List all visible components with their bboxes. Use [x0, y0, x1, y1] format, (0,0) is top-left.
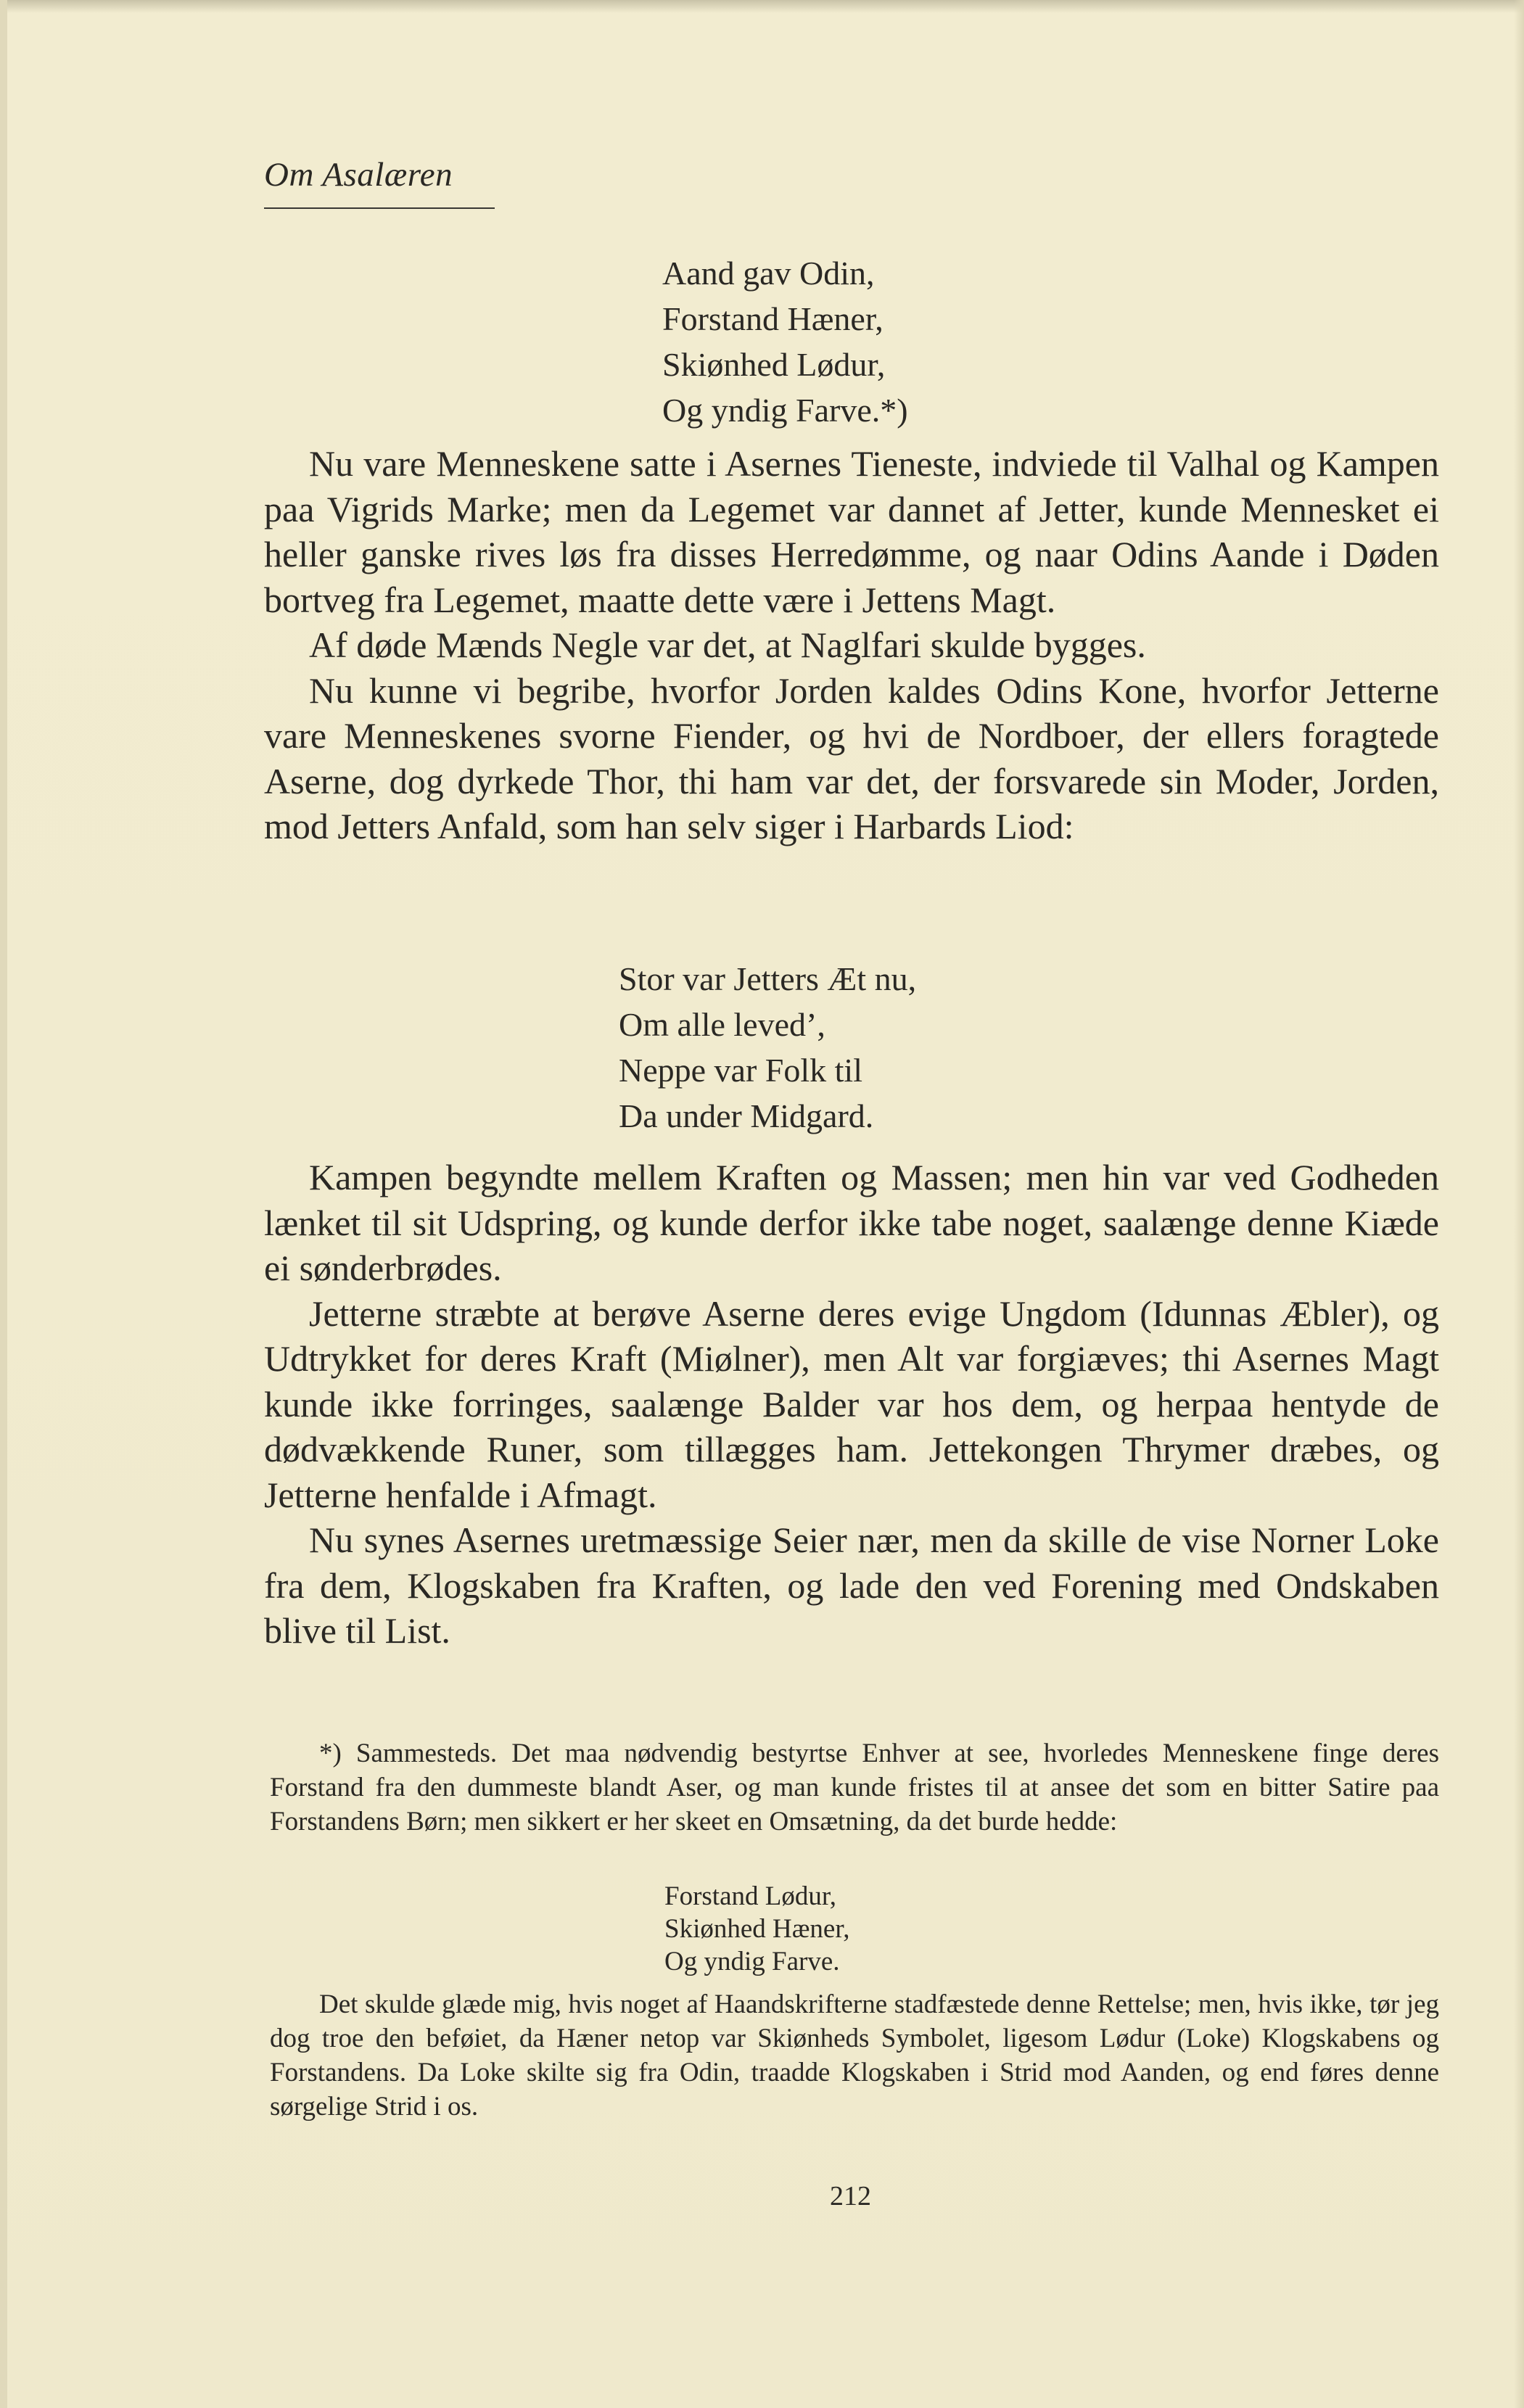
verse-line: Stor var Jetters Æt nu, — [619, 960, 917, 997]
running-head-rule — [264, 207, 495, 209]
paragraph: Nu kunne vi begribe, hvorfor Jorden kaldes Odins Kone, hvorfor Jetterne vare Menneskenes svorne Fiender, og hvi de Nordboer, der ellers foragtede Aserne, dog dyrkede Thor, thi ham var det, der forsvarede sin Moder, Jorden, mod Jetters Anfald, som han selv siger i Harbards Liod: — [264, 669, 1439, 846]
verse-line: Og yndig Farve.*) — [662, 392, 908, 429]
paragraph: Kampen begyndte mellem Kraften og Massen; men hin var ved Godheden lænket til sit Udspring, og kunde derfor ikke tabe noget, saalænge denne Kiæde ei sønderbrødes. — [264, 1157, 1439, 1288]
verse-line: Aand gav Odin, — [662, 255, 875, 292]
verse-line: Neppe var Folk til — [619, 1052, 862, 1089]
footnote-text: *) Sammesteds. Det maa nødvendig bestyrtse Enhver at see, hvorledes Menneskene finge deres Forstand fra den dummeste blandt Aser, og man kunde fristes til at ansee det som en bitter Satire paa Forstandens Børn; men sikkert er her skeet en Omsætning, da det burde hedde: — [270, 1739, 1439, 1836]
body-paragraphs-1 — [264, 441, 1439, 849]
footnote-part-2 — [270, 1987, 1439, 2124]
verse-line: Og yndig Farve. — [664, 1947, 840, 1976]
verse-line: Skiønhed Hæner, — [664, 1914, 850, 1944]
footnote-verse — [664, 1880, 849, 1978]
verse-odin — [662, 250, 908, 433]
verse-line: Om alle leved’, — [619, 1006, 825, 1043]
paragraph: Nu synes Asernes uretmæssige Seier nær, men da skille de vise Norner Loke fra dem, Klogskaben fra Kraften, og lade den ved Forening med Ondskaben blive til List. — [264, 1520, 1439, 1651]
page-top-shadow — [7, 0, 1524, 13]
paragraph: Nu vare Menneskene satte i Asernes Tieneste, indviede til Valhal og Kampen paa Vigrids Marke; men da Legemet var dannet af Jetter, kunde Mennesket ei heller ganske rives løs fra disses Herredømme, og naar Odins Aande i Døden bortveg fra Legemet, maatte dette være i Jettens Magt. — [264, 443, 1439, 620]
verse-line: Da under Midgard. — [619, 1097, 874, 1134]
page-right-edge — [1514, 0, 1524, 2408]
body-paragraphs-2 — [264, 1155, 1439, 1654]
paragraph: Jetterne stræbte at berøve Aserne deres evige Ungdom (Idunnas Æbler), og Udtrykket for deres Kraft (Miølner), men Alt var forgiæves; thi Asernes Magt kunde ikke forringes, saalænge Balder var hos dem, og herpaa hentyde de dødvækkende Runer, som tillægges ham. Jettekongen Thrymer dræbes, og Jetterne henfalde i Afmagt. — [264, 1292, 1439, 1515]
footnote-part-1 — [270, 1736, 1439, 1839]
verse-line: Skiønhed Lødur, — [662, 346, 886, 383]
verse-line: Forstand Lødur, — [664, 1881, 836, 1911]
footnote-text: Det skulde glæde mig, hvis noget af Haandskrifterne stadfæstede denne Rettelse; men, hvis ikke, tør jeg dog troe den beføiet, da Hæner netop var Skiønheds Symbolet, ligesom Lødur (Loke) Klogskabens og Forstandens. Da Loke skilte sig fra Odin, traadde Klogskaben i Strid mod Aanden, og end føres denne sørgelige Strid i os. — [270, 1990, 1439, 2122]
running-head: Om Asalæren — [264, 156, 453, 194]
paragraph: Af døde Mænds Negle var det, at Naglfari skulde bygges. — [309, 624, 1146, 665]
page-number: 212 — [830, 2181, 871, 2211]
verse-line: Forstand Hæner, — [662, 300, 883, 337]
verse-harbards-liod — [619, 956, 916, 1139]
